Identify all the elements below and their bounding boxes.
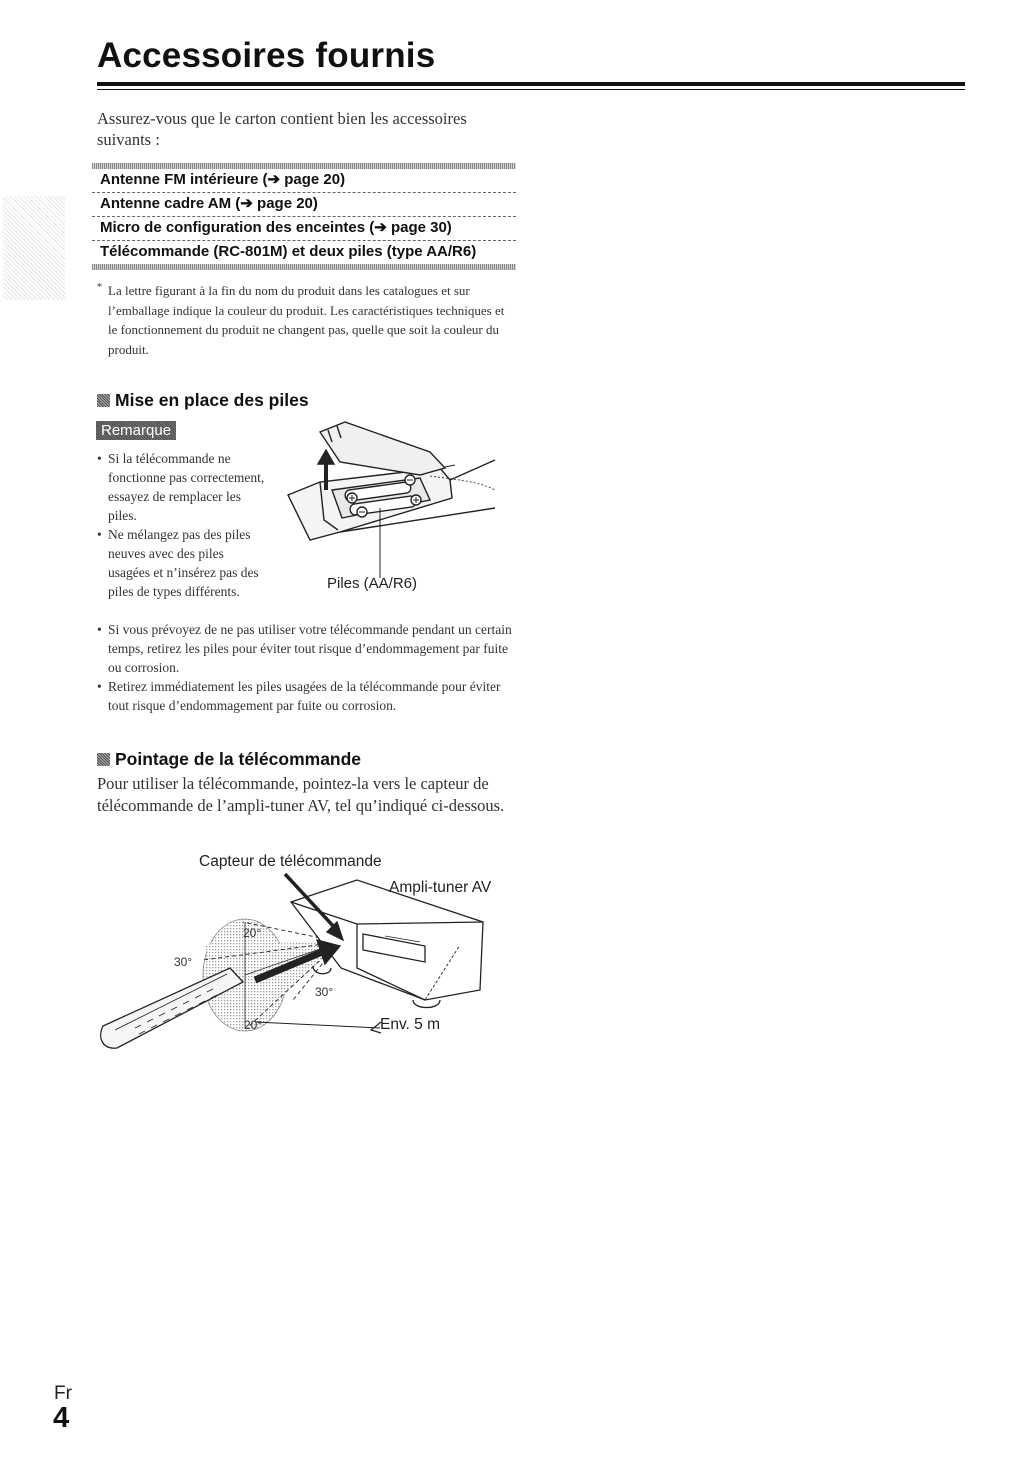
heading-square-icon (97, 394, 110, 407)
angle-label-left: 30° (174, 955, 193, 969)
heading-text: Mise en place des piles (115, 390, 309, 410)
heading-text: Pointage de la télécommande (115, 749, 362, 769)
pointing-paragraph: Pour utiliser la télécommande, pointez-la vers le capteur de télécommande de l’ampli-tuner AV, tel qu’indiqué ci-dessous. (97, 774, 505, 815)
note-item: • Si la télécommande ne fonctionne pas correctement, essayez de remplacer les piles. (97, 449, 269, 525)
language-code: Fr (54, 1383, 72, 1404)
footnote (98, 281, 516, 359)
title-rule-thin (97, 89, 965, 90)
page-title: Accessoires fournis (97, 36, 436, 75)
table-bottom-bar (92, 264, 516, 270)
accessory-am-loop-antenna: Antenne cadre AM (➔ page 20) (92, 193, 516, 217)
footnote-marker: * (97, 282, 102, 293)
section-heading-batteries (97, 390, 309, 411)
angle-label-right: 30° (315, 985, 334, 999)
note-item: • Ne mélangez pas des piles neuves avec des piles usagées et n’insérez pas des piles de types différents. (97, 525, 269, 601)
footnote-text: La lettre figurant à la fin du nom du produit dans les catalogues et sur l’emballage indique la couleur du produit. Les caractéristiques techniques et le fonctionnement du produit ne changent pas, quelle que soit la couleur du produit. (108, 283, 505, 357)
sensor-label: Capteur de télécommande (199, 853, 382, 870)
note-badge: Remarque (96, 421, 176, 440)
accessory-remote-batteries: Télécommande (RC-801M) et deux piles (type AA/R6) (100, 243, 477, 260)
notes-list-long (97, 620, 522, 715)
angle-label-top: 20° (243, 926, 262, 940)
accessories-table (92, 163, 516, 270)
margin-pattern (3, 196, 65, 300)
receiver-label: Ampli-tuner AV (389, 879, 492, 896)
heading-square-icon (97, 753, 110, 766)
note-item: • Retirez immédiatement les piles usagées de la télécommande pour éviter tout risque d’endommagement par fuite ou corrosion. (97, 677, 522, 715)
note-item: • Si vous prévoyez de ne pas utiliser votre télécommande pendant un certain temps, retirez les piles pour éviter tout risque d’endommagement par fuite ou corrosion. (97, 620, 522, 677)
accessory-fm-antenna: Antenne FM intérieure (➔ page 20) (92, 169, 516, 193)
batteries-label: Piles (AA/R6) (327, 575, 418, 592)
title-rule (97, 82, 965, 86)
distance-label: Env. 5 m (380, 1016, 441, 1033)
battery-installation-illustration (280, 420, 510, 580)
section-heading-pointing (97, 749, 361, 770)
notes-list-short (97, 449, 269, 601)
page-number: 4 (53, 1402, 70, 1434)
accessory-setup-microphone: Micro de configuration des enceintes (➔ page 30) (92, 217, 516, 241)
intro-paragraph: Assurez-vous que le carton contient bien les accessoires suivants : (97, 109, 467, 149)
angle-label-bottom: 20° (244, 1018, 263, 1032)
